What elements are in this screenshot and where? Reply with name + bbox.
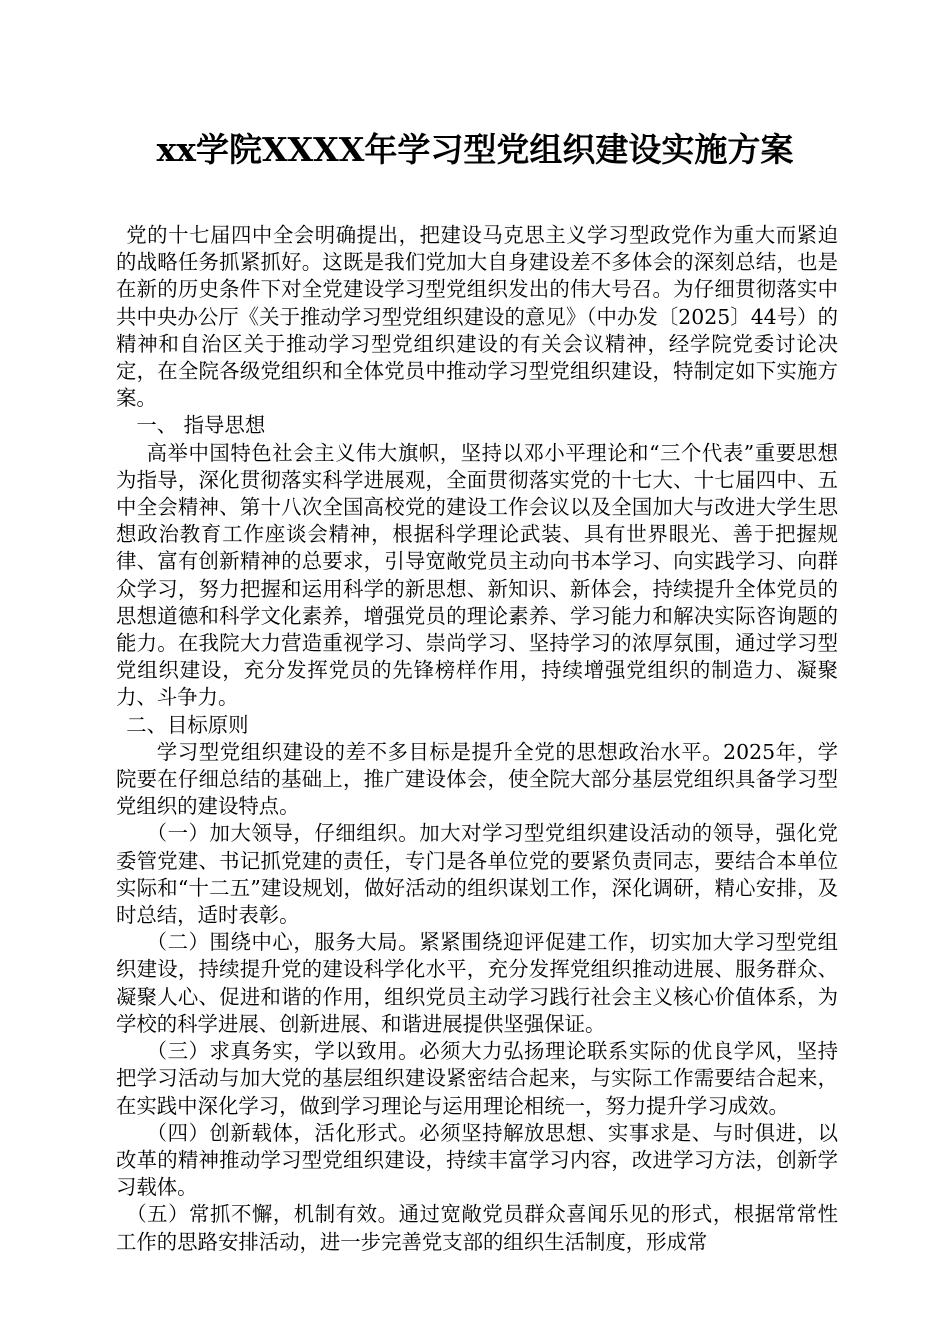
document-title: xx学院XXXX年学习型党组织建设实施方案 <box>156 130 794 169</box>
paragraph-guiding-ideology: 高举中国特色社会主义伟大旗帜，坚持以邓小平理论和“三个代表”重要思想为指导，深化贯彻落实科学进展观，全面贯彻落实党的十七大、十七届四中、五中全会精神、第十八次全国高校党的建设工作会议以及全国加大与改进大学生思想政治教育工作座谈会精神，根据科学理论武装、具有世界眼光、善于把握规律、富有创新精神的总要求，引导宽敞党员主动向书本学习、向实践学习、向群众学习，努力把握和运用科学的新思想、新知识、新体会，持续提升全体党员的思想道德和科学文化素养，增强党员的理论素养、学习能力和解决实际咨询题的能力。在我院大力营造重视学习、崇尚学习、坚持学习的浓厚氛围，通过学习型党组织建设，充分发挥党员的先锋榜样作用，持续增强党组织的制造力、凝聚力、斗争力。 <box>116 440 838 710</box>
paragraph-principle-3: （三）求真务实，学以致用。必须大力弘扬理论联系实际的优良学风，坚持把学习活动与加大党的基层组织建设紧密结合起来，与实际工作需要结合起来，在实践中深化学习，做到学习理论与运用理论相统一，努力提升学习成效。 <box>116 1039 838 1118</box>
heading-guiding-ideology: 一、 指导思想 <box>136 413 266 438</box>
paragraph-principle-5: （五）常抓不懈，机制有效。通过宽敞党员群众喜闻乐见的形式，根据常常性工作的思路安排活动，进一步完善党支部的组织生活制度，形成常 <box>116 1202 838 1254</box>
paragraph-principle-1: （一）加大领导，仔细组织。加大对学习型党组织建设活动的领导，强化党委管党建、书记抓党建的责任，专门是各单位党的要紧负责同志，要结合本单位实际和“十二五”建设规划，做好活动的组织谋划工作，深化调研，精心安排，及时总结，适时表彰。 <box>116 821 838 928</box>
heading-goals-principles: 二、目标原则 <box>126 712 249 737</box>
paragraph-goals: 学习型党组织建设的差不多目标是提升全党的思想政治水平。2025年，学院要在仔细总结的基础上，推广建设体会，使全院大部分基层党组织具备学习型党组织的建设特点。 <box>116 739 838 819</box>
paragraph-intro: 党的十七届四中全会明确提出，把建设马克思主义学习型政党作为重大而紧迫的战略任务抓紧抓好。这既是我们党加大自身建设差不多体会的深刻总结，也是在新的历史条件下对全党建设学习型党组织发出的伟大号召。为仔细贯彻落实中共中央办公厅《关于推动学习型党组织建设的意见》（中办发〔2025〕44号）的精神和自治区关于推动学习型党组织建设的有关会议精神，经学院党委讨论决定，在全院各级党组织和全体党员中推动学习型党组织建设，特制定如下实施方案。 <box>116 223 838 411</box>
paragraph-principle-4: （四）创新载体，活化形式。必须坚持解放思想、实事求是、与时俱进，以改革的精神推动学习型党组织建设，持续丰富学习内容，改进学习方法，创新学习载体。 <box>116 1120 838 1200</box>
document-body <box>116 222 838 1256</box>
paragraph-principle-2: （二）围绕中心，服务大局。紧紧围绕迎评促建工作，切实加大学习型党组织建设，持续提升党的建设科学化水平，充分发挥党组织推动进展、服务群众、凝聚人心、促进和谐的作用，组织党员主动学习践行社会主义核心价值体系，为学校的科学进展、创新进展、和谐进展提供坚强保证。 <box>116 930 838 1036</box>
